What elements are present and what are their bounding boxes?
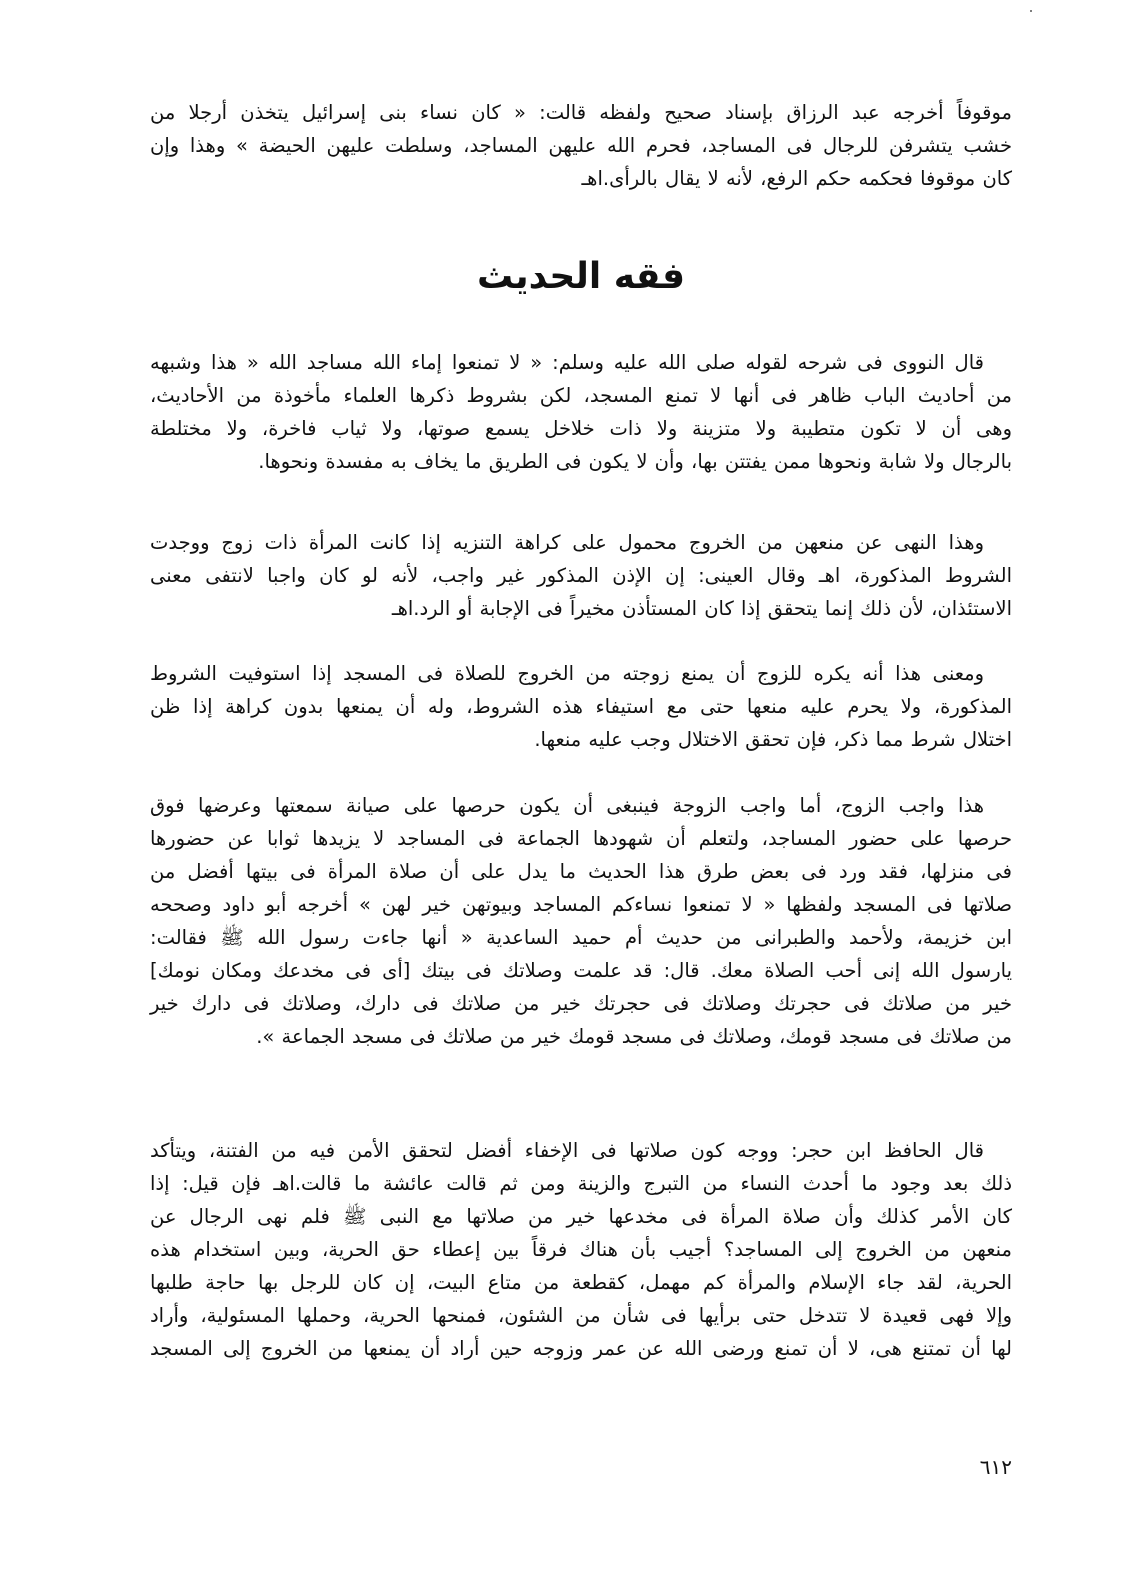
- text-line: موقوفاً أخرجه عبد الرزاق بإسناد صحيح ولفظه قالت: « كان نساء بنى إسرائيل يتخذن أرجلا من: [150, 101, 1012, 124]
- text-line: ذلك بعد وجود ما أحدث النساء من التبرج والزينة ومن ثم قالت عائشة ما قالت.اهـ فإن قيل: إذا: [150, 1172, 1012, 1195]
- text-line: الحرية، لقد جاء الإسلام والمرأة كم مهمل، كقطعة من متاع البيت، إن كان للرجل بها حاجة طلبها: [150, 1271, 1012, 1294]
- text-line: وهى أن لا تكون متطيبة ولا متزينة ولا ذات خلاخل يسمع صوتها، ولا ثياب فاخرة، ولا مختلطة: [150, 417, 1012, 440]
- page-number: ٦١٢: [979, 1455, 1012, 1479]
- text-line: خير من صلاتك فى حجرتك وصلاتك فى حجرتك خير من صلاتك فى دارك، وصلاتك فى دارك خير: [150, 992, 1012, 1015]
- text-line: قال النووى فى شرحه لقوله صلى الله عليه وسلم: « لا تمنعوا إماء الله مساجد الله « هذا وشبهه: [150, 351, 984, 374]
- text-line: هذا واجب الزوج، أما واجب الزوجة فينبغى أن يكون حرصها على صيانة سمعتها وعرضها فوق: [150, 794, 984, 817]
- text-line: الاستئذان، لأن ذلك إنما يتحقق إذا كان المستأذن مخيراً فى الإجابة أو الرد.اهـ: [391, 597, 1012, 620]
- text-line: من أحاديث الباب ظاهر فى أنها لا تمنع المسجد، لكن بشروط ذكرها العلماء مأخوذة من الأحاديث،: [150, 384, 1012, 407]
- text-line: ابن خزيمة، ولأحمد والطبرانى من حديث أم حميد الساعدية « أنها جاءت رسول الله ﷺ فقالت:: [150, 926, 1012, 949]
- text-line: المذكورة، ولا يحرم عليه منعها حتى مع استيفاء هذه الشروط، وله أن يمنعها بدون كراهة إذا ظن: [150, 695, 1012, 718]
- text-line: بالرجال ولا شابة ونحوها ممن يفتتن بها، وأن لا يكون فى الطريق ما يخاف به مفسدة ونحوها.: [258, 450, 1012, 473]
- text-line: لها أن تمتنع هى، لا أن تمنع ورضى الله عن عمر وزوجه حين أراد أن يمنعها من الخروج إلى المسجد: [150, 1337, 1012, 1360]
- text-line: صلاتها فى المسجد ولفظها « لا تمنعوا نساءكم المساجد وبيوتهن خير لهن » أخرجه أبو داود وصححه: [150, 893, 1012, 916]
- book-page: [150, 0, 1012, 1578]
- text-line: كان موقوفا فحكمه حكم الرفع، لأنه لا يقال بالرأى.اهـ: [581, 167, 1012, 190]
- paragraph-ibn-hajar: [150, 1134, 1012, 1365]
- paragraph-continuation: [150, 96, 1012, 195]
- paragraph-prohibition: [150, 526, 1012, 625]
- text-line: قال الحافظ ابن حجر: ووجه كون صلاتها فى الإخفاء أفضل لتحقق الأمن فيه من الفتنة، ويتأكد: [150, 1139, 984, 1162]
- section-heading: فقه الحديث: [476, 256, 686, 297]
- text-line: ومعنى هذا أنه يكره للزوج أن يمنع زوجته من الخروج للصلاة فى المسجد إذا استوفيت الشروط: [150, 662, 984, 685]
- text-line: يارسول الله إنى أحب الصلاة معك. قال: قد علمت وصلاتك فى بيتك [أى فى مخدعك ومكان نومك]: [150, 959, 1012, 982]
- text-line: كان الأمر كذلك وأن صلاة المرأة فى مخدعها خير من صلاتها مع النبى ﷺ فلم نهى الرجال عن: [150, 1205, 1012, 1228]
- text-line: اختلال شرط مما ذكر، فإن تحقق الاختلال وجب عليه منعها.: [534, 728, 1012, 751]
- text-line: وهذا النهى عن منعهن من الخروج محمول على كراهة التنزيه إذا كانت المرأة ذات زوج ووجدت: [150, 531, 984, 554]
- paragraph-nawawi: [150, 346, 1012, 478]
- text-line: وإلا فهى قعيدة لا تتدخل حتى برأيها فى شأن من الشئون، فمنحها الحرية، وحملها المسئولية، وأراد: [150, 1304, 1012, 1327]
- text-line: منعهن من الخروج إلى المساجد؟ أجيب بأن هناك فرقاً بين إعطاء حق الحرية، وبين استخدام هذه: [150, 1238, 1012, 1261]
- text-line: فى منزلها، فقد ورد فى بعض طرق هذا الحديث ما يدل على أن صلاة المرأة فى بيتها أفضل من: [150, 860, 1012, 883]
- paragraph-meaning: [150, 657, 1012, 756]
- text-line: الشروط المذكورة، اهـ وقال العينى: إن الإذن المذكور غير واجب، لأنه لو كان واجبا لانتفى معنى: [150, 564, 1012, 587]
- text-line: من صلاتك فى مسجد قومك، وصلاتك فى مسجد قومك خير من صلاتك فى مسجد الجماعة ».: [256, 1025, 1012, 1048]
- paragraph-wife-duty: [150, 789, 1012, 1053]
- text-line: خشب يتشرفن للرجال فى المساجد، فحرم الله عليهن المساجد، وسلطت عليهن الحيضة » وهذا وإن: [150, 134, 1012, 157]
- text-line: حرصها على حضور المساجد، ولتعلم أن شهودها الجماعة فى المساجد لا يزيدها ثوابا عن حضورها: [150, 827, 1012, 850]
- scan-speck: [1030, 10, 1032, 12]
